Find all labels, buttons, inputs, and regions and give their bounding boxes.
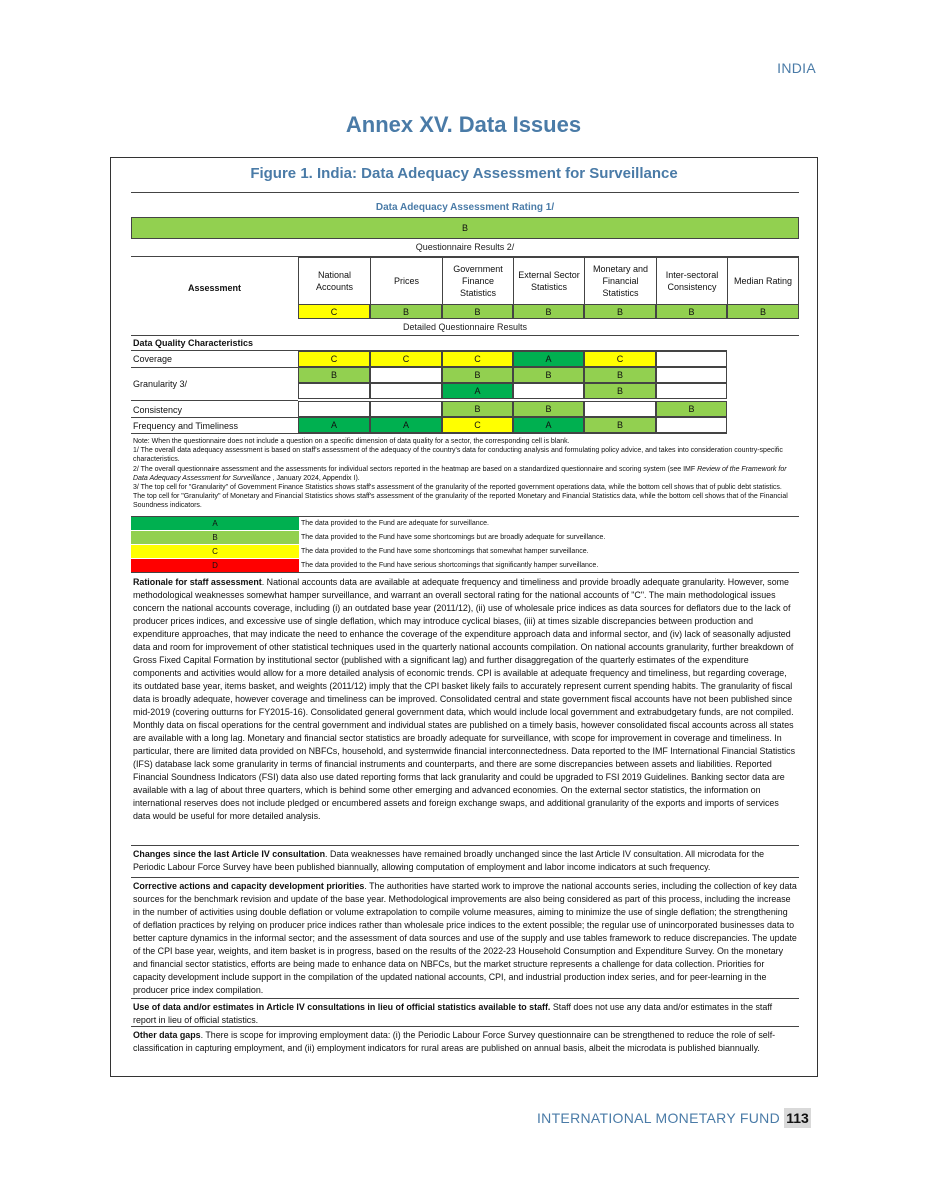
note-1: 1/ The overall data adequacy assessment is based on staff's assessment of the adequacy of the country's data for conducting analysis and formulating policy advice, and takes into consideration country-specific characteristics. [133,447,783,464]
assessment-label: Assessment [187,283,242,293]
figure-title: Figure 1. India: Data Adequacy Assessment for Surveillance [250,165,678,182]
heatmap-cell: A [513,417,584,433]
heatmap-cell: B [513,367,584,383]
divider [131,998,799,999]
assessment-rating: B [656,304,727,319]
divider [131,845,799,846]
divider [131,877,799,878]
row-label-granularity: Granularity 3/ [133,379,188,389]
heatmap-cell [656,367,727,383]
median-rating: B [727,304,799,319]
heatmap-cell: C [442,351,513,367]
heatmap-cell [584,401,656,417]
assessment-rating: C [298,304,370,319]
table-line [131,433,727,434]
heatmap-cell [656,383,727,399]
note-3: 3/ The top cell for "Granularity" of Government Finance Statistics shows staff's assessment of the granularity of the reported government operations data, while the bottom cell shows that of public debt statistics. The top cell for "Granularity" of Monetary and Financial Statistics shows staff's assessment of the granularity of the reported Monetary and Financial Statistics data, while the bottom cell shows that of the Financial Soundness indicators. [133,484,788,510]
column-header: External Sector Statistics [513,257,584,304]
use-of-data-paragraph: Use of data and/or estimates in Article IV consultations in lieu of official statistics available to staff. Staff does not use any data and/or estimates in the staff report in lieu of official statistics. [133,1002,773,1025]
heatmap-cell: B [584,417,656,433]
legend-key-d: D [131,559,299,572]
heatmap-cell [370,383,442,399]
heatmap-cell [513,383,584,399]
heatmap-cell: C [298,351,370,367]
legend-key-c: C [131,545,299,558]
row-label-coverage: Coverage [133,354,173,364]
heatmap-cell: A [298,417,370,433]
column-header: Median Rating [727,257,799,304]
row-label-frequency: Frequency and Timeliness [133,421,239,431]
page-number: 113 [784,1108,811,1128]
corrective-paragraph: Corrective actions and capacity development priorities. The authorities have started work to improve the national accounts series, including the collection of key data sources for the benchmark revision and update of the base year. Methodological improvements are also being considered as part of this process, including the increase in the number of activities using double deflation or volume extrapolation to compile volume measures, aiming to minimize the use of single deflation; the strengthening of deflation practices by relying on producer price indices rather than wholesale price indices to the extent possible; the regular use of unincorporated businesses data to better capture dynamics in the informal sector; and the assessment of data sources and use of the supply and use tables framework to reduce discrepancies. The update of the CPI base year, weights, and item basket is in progress, based on the results of the 2022-23 Household Consumption and Expenditure Survey. On the monetary and financial sector statistics, efforts are being made to enhance data on NBFCs, but the market structure represents a challenge for data collection. Priorities for capacity development include support in the compilation of the updated national accounts, CPI, and industrial production index series, and for peer-learning in the producer price index compilation. [133,881,797,995]
other-gaps-paragraph: Other data gaps. There is scope for improving employment data: (i) the Periodic Labour Force Survey questionnaire can be strengthened to reduce the role of self-classification in capturing employment, and (ii) employment indicators for rural areas are published on annual basis, albeit the microdata is published biannually. [133,1030,776,1053]
legend-key-a: A [131,517,299,530]
legend-desc: The data provided to the Fund have serious shortcomings that significantly hamper surveillance. [301,562,599,569]
assessment-rating: B [442,304,513,319]
detailed-title: Detailed Questionnaire Results [402,322,528,332]
legend-desc: The data provided to the Fund are adequate for surveillance. [301,520,489,527]
column-header: Monetary and Financial Statistics [584,257,656,304]
heatmap-cell: C [442,417,513,433]
heatmap-cell: C [370,351,442,367]
divider [131,192,799,193]
table-line [131,367,298,368]
assessment-rating: B [370,304,442,319]
annex-title: Annex XV. Data Issues [345,112,582,137]
heatmap-cell: A [442,383,513,399]
heatmap-cell [370,401,442,417]
divider [131,335,799,336]
running-header-country: INDIA [777,60,816,76]
heatmap-cell: B [584,367,656,383]
assessment-rating: B [513,304,584,319]
changes-paragraph: Changes since the last Article IV consultation. Data weaknesses have remained broadly unchanged since the last Article IV consultation. All microdata for the Periodic Labour Force Survey have been published biannually, allowing computation of employment and labor income indicators at such frequency. [133,849,765,872]
table-line [131,350,727,351]
overall-rating-bar: B [131,217,799,239]
table-line [131,400,298,401]
column-header: Prices [370,257,442,304]
divider [131,1026,799,1027]
rationale-paragraph: Rationale for staff assessment. National accounts data are available at adequate frequency and timeliness and provide broadly adequate granularity. However, some methodological weaknesses somewhat hamper surveillance, and warrant an overall sectoral rating for the national accounts of "C". The main methodological issues concern the national accounts coverage, including (i) an outdated base year (2011/12), (ii) use of wholesale price indices as data sources for deflators due to the lack of producer prices indices, and excessive use of single deflation, which may introduce cyclical biases, (iii) at times sizable discrepancies between production and expenditure approaches, that may indicate the need to enhance the coverage of the expenditure approach data and informal sector, and (iv) lack of seasonally adjusted data and room for improvement of other statistical techniques used in the quarterly national accounts compilation. On national accounts granularity, further breakdown of Gross Fixed Capital Formation by institutional sector (published with a significant lag) and further disaggregation of the quarterly estimates of the expenditure components and activities would allow for a more detailed analysis of economic trends. CPI is available at adequate frequency and timeliness, but regarding coverage, its outdated base year, items basket, and weights (2011/12) imply that the CPI basket likely fails to accurately represent current spending habits. The granularity of fiscal data is broadly adequate, however coverage and timeliness can be improved. Consolidated central and state government fiscal accounts have not been published since mid-2019 (covering outturns for FY2015-16). Consolidated general government data, which would include local government and extrabudgetary funds, are not compiled. Monthly data on fiscal operations for the central government and individual states are published on a timely basis, however consolidated fiscal accounts across all states are available with a long lag. Monetary and financial sector statistics are broadly adequate for surveillance, with scope for improvement in coverage and timeliness. In particular, there are limited data provided on NBFCs, household, and systemwide financial interconnectedness. Data reported to the IMF International Financial Statistics (IFS) database lack some granularity in terms of financial instruments and counterparts, and there are some discrepancies between assets and liabilities. Reported Financial Soundness Indicators (FSI) data also use dated reporting forms that lack granularity and could be upgraded to FSI 2019 Guidelines. Banking sector data are available with a lag of about three quarters, which is behind some other emerging and advanced economies. On the external sector statistics, the information on international reserves does not include pledged or encumbered assets and foreign exchange swaps, and additional granularity of the exports and imports of services data would be useful for more detailed analysis. [133,577,796,821]
table-line [131,417,298,418]
heatmap-cell [298,401,370,417]
heatmap-cell: B [442,401,513,417]
legend-desc: The data provided to the Fund have some shortcomings but are broadly adequate for surveillance. [301,534,606,541]
heatmap-cell: B [442,367,513,383]
divider [131,572,799,573]
heatmap-cell [370,367,442,383]
heatmap-cell: B [513,401,584,417]
note-2: 2/ The overall questionnaire assessment and the assessments for individual sectors reported in the heatmap are based on a standardized questionnaire and scoring system (see IMF Review of the Framework for Data Adequacy Assessment for Surveillance , January 2024, Appendix I). [133,465,787,482]
figure-notes [133,437,795,511]
heatmap-cell: C [584,351,656,367]
heatmap-cell [656,351,727,367]
column-header: Inter-sectoral Consistency [656,257,727,304]
heatmap-cell [298,383,370,399]
legend-key-b: B [131,531,299,544]
legend-desc: The data provided to the Fund have some shortcomings that somewhat hamper surveillance. [301,548,589,555]
heatmap-cell: A [370,417,442,433]
column-header: National Accounts [298,257,370,304]
footer-org: INTERNATIONAL MONETARY FUND [536,1110,780,1126]
heatmap-cell: B [298,367,370,383]
note-general: Note: When the questionnaire does not include a question on a specific dimension of data quality for a sector, the corresponding cell is blank. [133,438,570,445]
assessment-rating: B [584,304,656,319]
heatmap-cell [656,417,727,433]
heatmap-cell: A [513,351,584,367]
column-header: Government Finance Statistics [442,257,513,304]
dq-characteristics-label: Data Quality Characteristics [133,338,254,348]
heatmap-cell: B [656,401,727,417]
rating-title: Data Adequacy Assessment Rating 1/ [375,202,555,213]
row-label-consistency: Consistency [133,405,183,415]
heatmap-cell: B [584,383,656,399]
questionnaire-title: Questionnaire Results 2/ [415,242,515,252]
